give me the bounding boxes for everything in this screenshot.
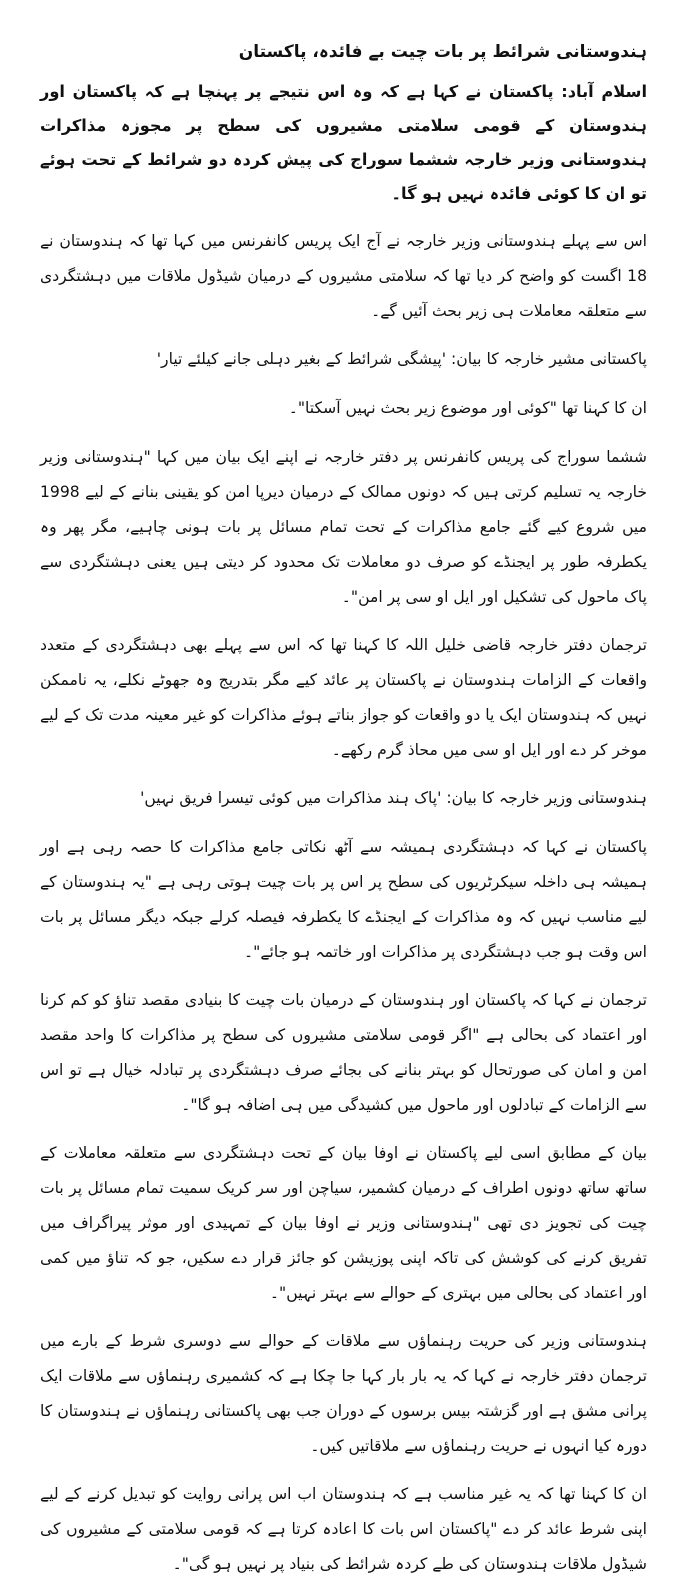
article-paragraph: بیان کے مطابق اسی لیے پاکستان نے اوفا بیان کے تحت دہشتگردی سے متعلقہ معاملات کے ساتھ ساتھ دونوں اطراف کے درمیان کشمیر، سیاچن اور سر کریک سمیت تمام مسائل پر بات چیت کی تجویز دی تھی "ہندوستانی وزیر نے اوفا بیان کے تمہیدی اور موثر پیراگراف میں تفریق کرنے کی کوشش کی تاکہ اپنی پوزیشن کو جائز قرار دے سکیں، جو کہ تناؤ میں کمی اور اعتماد کی بحالی میں بہتری کے حوالے سے بہتر نہیں"۔ [40, 1144, 647, 1302]
article-title: ہندوستانی شرائط پر بات چیت بے فائدہ، پاکستان [238, 42, 647, 62]
article-paragraph-lead: اسلام آباد: پاکستان نے کہا ہے کہ وہ اس نتیجے پر پہنچا ہے کہ پاکستان اور ہندوستان کے قومی سلامتی مشیروں کی سطح پر مجوزہ مذاکرات ہندوستانی وزیر خارجہ ششما سوراج کی پیش کردہ دو شرائط کے تحت ہوئے تو ان کا کوئی فائدہ نہیں ہو گا۔ [40, 82, 647, 203]
article-paragraph: ششما سوراج کی پریس کانفرنس پر دفتر خارجہ نے اپنے ایک بیان میں کہا "ہندوستانی وزیر خارجہ یہ تسلیم کرتی ہیں کہ دونوں ممالک کے درمیان دیرپا امن کو یقینی بنانے کے لیے 1998 میں شروع کیے گئے جامع مذاکرات کے تحت تمام مسائل پر بات ہونی چاہیے، مگر پھر وہ یکطرفہ طور پر ایجنڈے کو صرف دو معاملات تک محدود کر دیتی ہیں یعنی دہشتگردی سے پاک ماحول کی تشکیل اور ایل او سی پر امن"۔ [40, 448, 647, 606]
article-paragraph: ہندوستانی وزیر کی حریت رہنماؤں سے ملاقات کے حوالے سے دوسری شرط کے بارے میں ترجمان دفتر خارجہ نے کہا کہ یہ بار بار کہا جا چکا ہے کہ کشمیری رہنماؤں سے ملاقات ایک پرانی مشق ہے اور گزشتہ بیس برسوں کے دوران جب بھی پاکستانی رہنماؤں نے ہندوستان کا دورہ کیا انہوں نے حریت رہنماؤں سے ملاقاتیں کیں۔ [40, 1332, 647, 1455]
article-paragraph: اس سے پہلے ہندوستانی وزیر خارجہ نے آج ایک پریس کانفرنس میں کہا تھا کہ ہندوستان نے 18 اگست کو واضح کر دیا تھا کہ سلامتی مشیروں کے درمیان شیڈول ملاقات میں دہشتگردی سے متعلقہ معاملات ہی زیر بحث آئیں گے۔ [40, 232, 647, 320]
article-paragraph: ترجمان دفتر خارجہ قاضی خلیل اللہ کا کہنا تھا کہ اس سے پہلے بھی دہشتگردی کے متعدد واقعات کے الزامات ہندوستان نے پاکستان پر عائد کیے مگر بتدریج وہ جھوٹے نکلے، یہ ناممکن نہیں کہ ہندوستان ایک یا دو واقعات کو جواز بناتے ہوئے مذاکرات کو غیر معینہ مدت تک کے لیے موخر کر دے اور ایل او سی میں محاذ گرم رکھے۔ [40, 636, 647, 759]
article-paragraph: پاکستان نے کہا کہ دہشتگردی ہمیشہ سے آٹھ نکاتی جامع مذاکرات کا حصہ رہی ہے اور ہمیشہ ہی داخلہ سیکرٹریوں کی سطح پر اس پر بات چیت ہوتی رہی ہے "یہ ہندوستان کے لیے مناسب نہیں کہ وہ مذاکرات کے ایجنڈے کا یکطرفہ فیصلہ کرلے جبکہ دیگر مسائل پر بات اس وقت ہو جب دہشتگردی پر مذاکرات اور خاتمہ ہو جائے"۔ [40, 838, 647, 961]
subheading-pakistan-adviser: پاکستانی مشیر خارجہ کا بیان: 'پیشگی شرائط کے بغیر دہلی جانے کیلئے تیار' [156, 350, 647, 368]
article-paragraph: ترجمان نے کہا کہ پاکستان اور ہندوستان کے درمیان بات چیت کا بنیادی مقصد تناؤ کو کم کرنا اور اعتماد کی بحالی ہے "اگر قومی سلامتی مشیروں کی سطح پر مذاکرات کا واحد مقصد امن و امان کی صورتحال کو بہتر بنانے کی بجائے صرف دہشتگردی پر تبادلہ خیال ہے تو اس سے الزامات کے تبادلوں اور ماحول میں کشیدگی میں ہی اضافہ ہو گا"۔ [40, 991, 647, 1114]
article-paragraph: ان کا کہنا تھا کہ یہ غیر مناسب ہے کہ ہندوستان اب اس پرانی روایت کو تبدیل کرنے کے لیے اپنی شرط عائد کر دے "پاکستان اس بات کا اعادہ کرتا ہے کہ قومی سلامتی کے مشیروں کی شیڈول ملاقات ہندوستان کی طے کردہ شرائط کی بنیاد پر نہیں ہو گی"۔ [40, 1485, 647, 1573]
article-paragraph-quote: ان کا کہنا تھا "کوئی اور موضوع زیر بحث نہیں آسکتا"۔ [288, 399, 647, 417]
subheading-indian-minister: ہندوستانی وزیر خارجہ کا بیان: 'پاک ہند مذاکرات میں کوئی تیسرا فریق نہیں' [140, 789, 647, 807]
